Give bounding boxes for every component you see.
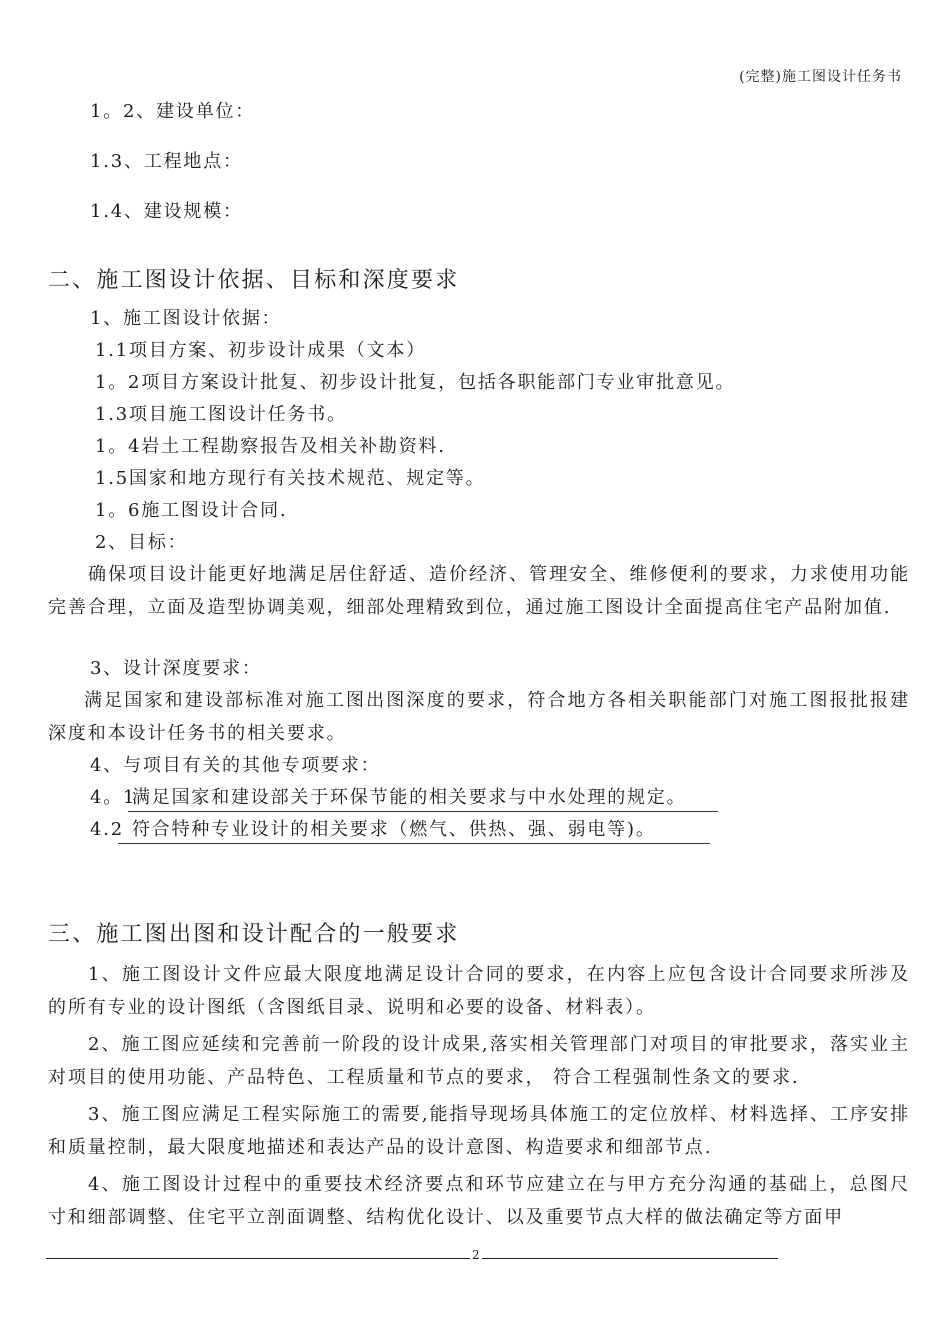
depth-paragraph: 满足国家和建设部标准对施工图出图深度的要求，符合地方各相关职能部门对施工图报批报建深度和本设计任务书的相关要求。 — [48, 690, 910, 744]
subsection-heading: 3、设计深度要求： — [90, 658, 262, 679]
project-info-line: 1.3、工程地点： — [90, 151, 243, 172]
section-heading: 二、施工图设计依据、目标和深度要求 — [48, 268, 460, 293]
running-header: (完整)施工图设计任务书 — [739, 69, 902, 85]
subsection-heading: 2、目标： — [95, 532, 188, 553]
list-item: 1。4岩土工程勘察报告及相关补勘资料. — [95, 436, 446, 457]
project-info-line: 1.4、建设规模： — [90, 201, 243, 222]
underline — [118, 843, 710, 844]
list-item: 1。6施工图设计合同. — [95, 500, 288, 521]
list-item: 1。2项目方案设计批复、初步设计批复，包括各职能部门专业审批意见。 — [95, 372, 736, 393]
body-paragraph: 2、施工图应延续和完善前一阶段的设计成果,落实相关管理部门对项目的审批要求，落实业主对项目的使用功能、产品特色、工程质量和节点的要求， 符合工程强制性条文的要求. — [48, 1034, 910, 1088]
body-paragraph: 1、施工图设计文件应最大限度地满足设计合同的要求，在内容上应包含设计合同要求所涉及的所有专业的设计图纸（含图纸目录、说明和必要的设备、材料表）。 — [48, 964, 910, 1018]
list-item: 1.5国家和地方现行有关技术规范、规定等。 — [95, 468, 486, 489]
page-number: 2 — [472, 1248, 480, 1262]
list-item-text: 满足国家和建设部关于环保节能的相关要求与中水处理的规定。 — [132, 787, 687, 808]
subsection-heading: 4、与项目有关的其他专项要求： — [90, 755, 381, 776]
underline — [128, 811, 718, 812]
project-info-line: 1。2、建设单位： — [90, 101, 256, 122]
body-paragraph: 3、施工图应满足工程实际施工的需要,能指导现场具体施工的定位放样、材料选择、工序安排和质量控制，最大限度地描述和表达产品的设计意图、构造要求和细部节点. — [48, 1104, 910, 1158]
list-item: 1.3项目施工图设计任务书。 — [95, 404, 347, 425]
list-item: 1.1项目方案、初步设计成果（文本） — [95, 340, 427, 361]
subsection-heading: 1、施工图设计依据： — [90, 308, 282, 329]
footer-rule — [46, 1258, 778, 1259]
list-item-number: 4.2 — [90, 819, 125, 840]
list-item-text: 符合特种专业设计的相关要求（燃气、供热、强、弱电等)。 — [132, 819, 656, 840]
list-item-number: 4。1 — [90, 787, 137, 808]
section-heading: 三、施工图出图和设计配合的一般要求 — [48, 922, 460, 947]
body-paragraph: 4、施工图设计过程中的重要技术经济要点和环节应建立在与甲方充分沟通的基础上，总图尺寸和细部调整、住宅平立剖面调整、结构优化设计、以及重要节点大样的做法确定等方面甲 — [48, 1174, 910, 1228]
goal-paragraph: 确保项目设计能更好地满足居住舒适、造价经济、管理安全、维修便利的要求，力求使用功能完善合理，立面及造型协调美观，细部处理精致到位，通过施工图设计全面提高住宅产品附加值. — [48, 564, 910, 618]
